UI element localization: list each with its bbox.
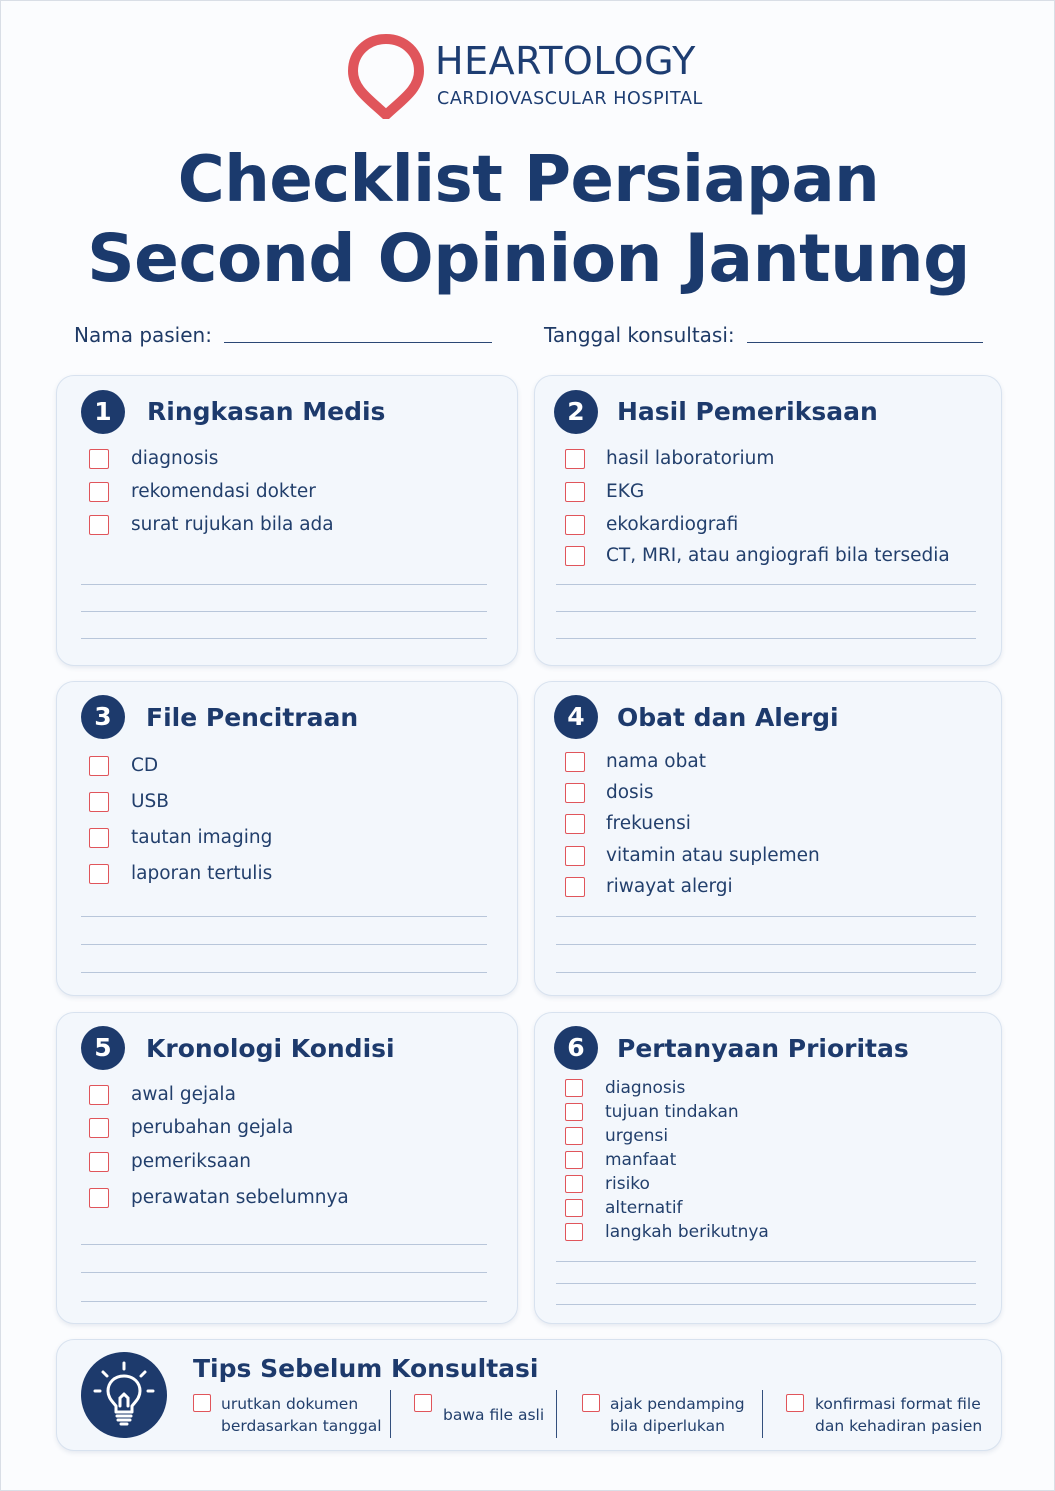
tip-text-line: bila diperlukan [610,1417,725,1435]
tip-text-line: berdasarkan tanggal [221,1417,382,1435]
checklist-item-label: frekuensi [606,813,691,834]
brand-name: HEARTOLOGY [435,39,696,83]
checklist-item-label: perubahan gejala [131,1117,294,1138]
section-number-badge: 4 [554,695,598,739]
checklist-item-label: USB [131,791,169,812]
checkbox[interactable] [89,1085,109,1105]
tip-text [815,1393,982,1437]
notes-line[interactable] [556,1261,976,1262]
checkbox[interactable] [565,752,585,772]
page-title-line-2: Second Opinion Jantung [87,220,970,297]
checkbox[interactable] [89,864,109,884]
checkbox[interactable] [565,1175,583,1193]
tip-text-line: konfirmasi format file [815,1395,981,1413]
checkbox[interactable] [582,1394,600,1412]
tips-title: Tips Sebelum Konsultasi [193,1354,539,1383]
section-number-badge: 5 [81,1026,125,1070]
tip-text [610,1393,745,1437]
divider [390,1390,391,1438]
checklist-item-label: surat rujukan bila ada [131,514,334,535]
divider [762,1390,763,1438]
checkbox[interactable] [89,1188,109,1208]
checklist-item-label: urgensi [605,1126,669,1146]
checklist-item-label: diagnosis [605,1078,686,1098]
checkbox[interactable] [89,449,109,469]
checklist-item-label: CT, MRI, atau angiografi bila tersedia [606,545,950,566]
checkbox[interactable] [565,1103,583,1121]
checkbox[interactable] [565,1079,583,1097]
section-title: File Pencitraan [146,703,359,732]
checklist-item-label: rekomendasi dokter [131,481,316,502]
tip-text [221,1393,382,1437]
section-title: Hasil Pemeriksaan [617,397,878,426]
checkbox[interactable] [565,546,585,566]
section-number-badge: 2 [554,390,598,434]
checklist-item-label: hasil laboratorium [606,448,775,469]
checkbox[interactable] [193,1394,211,1412]
checklist-item-label: langkah berikutnya [605,1222,769,1242]
section-title: Obat dan Alergi [617,703,839,732]
patient-name-label: Nama pasien: [74,323,212,347]
notes-line[interactable] [556,944,976,945]
section-title: Kronologi Kondisi [146,1034,395,1063]
notes-line[interactable] [81,611,487,612]
page-title-line-1: Checklist Persiapan [177,143,880,217]
notes-line[interactable] [556,1283,976,1284]
notes-line[interactable] [81,1272,487,1273]
checkbox[interactable] [565,1199,583,1217]
checklist-item-label: tujuan tindakan [605,1102,739,1122]
checklist-item-label: nama obat [606,751,706,772]
tip-text [443,1404,544,1426]
patient-name-field[interactable] [224,342,492,343]
notes-line[interactable] [81,1301,487,1302]
checklist-item-label: alternatif [605,1198,683,1218]
hospital-logo [347,31,737,121]
divider [556,1390,557,1438]
checkbox[interactable] [786,1394,804,1412]
consult-date-label: Tanggal konsultasi: [544,323,735,347]
checklist-item-label: CD [131,755,159,776]
section-number-badge: 1 [81,390,125,434]
notes-line[interactable] [81,944,487,945]
checkbox[interactable] [565,1151,583,1169]
lightbulb-badge [81,1352,167,1438]
section-title: Ringkasan Medis [147,397,386,426]
checklist-item-label: riwayat alergi [606,876,733,897]
checklist-item-label: ekokardiografi [606,514,739,535]
notes-line[interactable] [81,1244,487,1245]
notes-line[interactable] [556,611,976,612]
section-card-obat-dan-alergi [534,681,1002,996]
notes-line[interactable] [556,916,976,917]
section-card-pertanyaan-prioritas [534,1012,1002,1324]
notes-line[interactable] [556,1304,976,1305]
checkbox[interactable] [565,1223,583,1241]
section-title: Pertanyaan Prioritas [617,1034,909,1063]
checkbox[interactable] [89,482,109,502]
notes-line[interactable] [81,916,487,917]
checkbox[interactable] [89,1152,109,1172]
tips-panel [56,1339,1002,1451]
lightbulb-icon [81,1352,167,1438]
notes-line[interactable] [556,972,976,973]
brand-subtitle: CARDIOVASCULAR HOSPITAL [437,89,703,109]
checkbox[interactable] [565,515,585,535]
checkbox[interactable] [89,1118,109,1138]
checklist-item-label: diagnosis [131,448,219,469]
checkbox[interactable] [89,828,109,848]
checklist-item-label: awal gejala [131,1084,236,1105]
section-card-kronologi-kondisi [56,1012,518,1324]
checkbox[interactable] [565,482,585,502]
checkbox[interactable] [565,877,585,897]
checklist-item-label: risiko [605,1174,650,1194]
checklist-item-label: tautan imaging [131,827,273,848]
checklist-item-label: perawatan sebelumnya [131,1187,349,1208]
checkbox[interactable] [89,792,109,812]
checkbox[interactable] [565,449,585,469]
checklist-item-label: laporan tertulis [131,863,273,884]
section-card-hasil-pemeriksaan [534,375,1002,666]
checkbox[interactable] [565,1127,583,1145]
notes-line[interactable] [81,584,487,585]
checkbox[interactable] [89,756,109,776]
checklist-item-label: dosis [606,782,654,803]
checklist-item-label: EKG [606,481,645,502]
checklist-item-label: vitamin atau suplemen [606,845,820,866]
checkbox[interactable] [89,515,109,535]
checklist-item-label: manfaat [605,1150,677,1170]
checklist-item-label: pemeriksaan [131,1151,252,1172]
checkbox[interactable] [414,1394,432,1412]
tip-text-line: dan kehadiran pasien [815,1417,983,1435]
section-card-ringkasan-medis [56,375,518,666]
checkbox[interactable] [565,814,585,834]
checkbox[interactable] [565,846,585,866]
consult-date-field[interactable] [747,342,983,343]
section-card-file-pencitraan [56,681,518,996]
tip-text-line: ajak pendamping [610,1395,745,1413]
notes-line[interactable] [556,638,976,639]
tip-text-line: urutkan dokumen [221,1395,359,1413]
notes-line[interactable] [81,972,487,973]
section-number-badge: 3 [81,695,125,739]
section-number-badge: 6 [554,1026,598,1070]
checkbox[interactable] [565,783,585,803]
notes-line[interactable] [81,638,487,639]
tip-text-line: bawa file asli [443,1406,545,1424]
notes-line[interactable] [556,584,976,585]
heart-pin-icon [347,33,425,119]
